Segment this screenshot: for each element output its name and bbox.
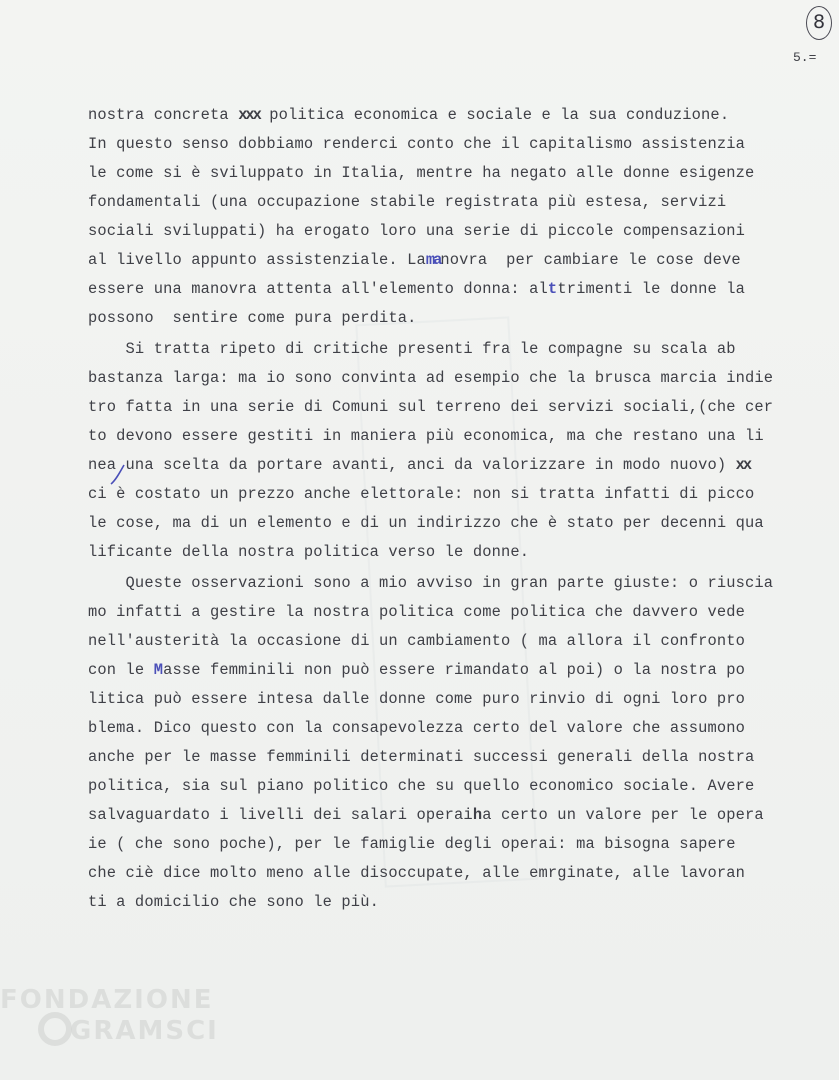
text-line-5: sociali sviluppati) ha erogato loro una serie di piccole compensazioni	[88, 222, 746, 240]
text-line-25: salvaguardato i livelli dei salari operaiha certo un valore per le opera	[88, 806, 764, 824]
watermark-text-line2: GRAMSCI	[70, 1016, 219, 1046]
text-line-26: ie ( che sono poche), per le famiglie degli operai: ma bisogna sapere	[88, 835, 736, 853]
text-line-9: Si tratta ripeto di critiche presenti fra le compagne su scala ab	[88, 340, 736, 358]
text-line-12: to devono essere gestiti in maniera più economica, ma che restano una li	[88, 427, 764, 445]
text-line-7: essere una manovra attenta all'elemento donna: alttrimenti le donne la	[88, 280, 746, 298]
text-line-10: bastanza larga: ma io sono convinta ad esempio che la brusca marcia indie	[88, 369, 774, 387]
text-line-14: ci è costato un prezzo anche elettorale: non si tratta infatti di picco	[88, 485, 755, 503]
watermark-text-line1: FONDAZIONE	[0, 985, 214, 1015]
text-line-27: che ciè dice molto meno alle disoccupate, alle emrginate, alle lavoran	[88, 864, 746, 882]
overstrike-13: xx	[735, 456, 751, 474]
handwritten-page-number: 8	[806, 6, 832, 40]
text-line-1: nostra concreta xxx politica economica e sociale e la sua conduzione.	[88, 106, 730, 124]
text-line-3: le come si è sviluppato in Italia, mentre ha negato alle donne esigenze	[88, 164, 755, 182]
overstrike-1: xxx	[238, 106, 260, 124]
pen-correction-mark	[108, 462, 128, 488]
text-line-18: mo infatti a gestire la nostra politica come politica che davvero vede	[88, 603, 746, 621]
overstrike-25: h	[472, 806, 483, 824]
overstrike-6: ma	[425, 251, 441, 269]
text-line-2: In questo senso dobbiamo renderci conto che il capitalismo assistenzia	[88, 135, 746, 153]
text-line-28: ti a domicilio che sono le più.	[88, 893, 379, 911]
text-line-21: litica può essere intesa dalle donne come puro rinvio di ogni loro pro	[88, 690, 746, 708]
text-line-17: Queste osservazioni sono a mio avviso in gran parte giuste: o riuscia	[88, 574, 774, 592]
text-line-16: lificante della nostra politica verso le donne.	[88, 543, 530, 561]
text-line-19: nell'austerità la occasione di un cambiamento ( ma allora il confronto	[88, 632, 746, 650]
text-line-23: anche per le masse femminili determinati successi generali della nostra	[88, 748, 755, 766]
overstrike-7: t	[547, 280, 558, 298]
text-line-8: possono sentire come pura perdita.	[88, 309, 417, 327]
watermark-logo	[38, 1012, 72, 1046]
text-line-20: con le Masse femminili non può essere rimandato al poi) o la nostra po	[88, 661, 746, 679]
overstrike-20: M	[153, 661, 164, 679]
text-line-11: tro fatta in una serie di Comuni sul terreno dei servizi sociali,(che cer	[88, 398, 774, 416]
typed-page-number: 5.=	[793, 50, 817, 65]
text-line-22: blema. Dico questo con la consapevolezza certo del valore che assumono	[88, 719, 746, 737]
text-line-6: al livello appunto assistenziale. Lamanovra per cambiare le cose deve	[88, 251, 741, 269]
text-line-4: fondamentali (una occupazione stabile registrata più estesa, servizi	[88, 193, 727, 211]
text-line-24: politica, sia sul piano politico che su quello economico sociale. Avere	[88, 777, 755, 795]
text-line-13: nea una scelta da portare avanti, anci da valorizzare in modo nuovo) xx	[88, 456, 751, 474]
text-line-15: le cose, ma di un elemento e di un indirizzo che è stato per decenni qua	[88, 514, 764, 532]
